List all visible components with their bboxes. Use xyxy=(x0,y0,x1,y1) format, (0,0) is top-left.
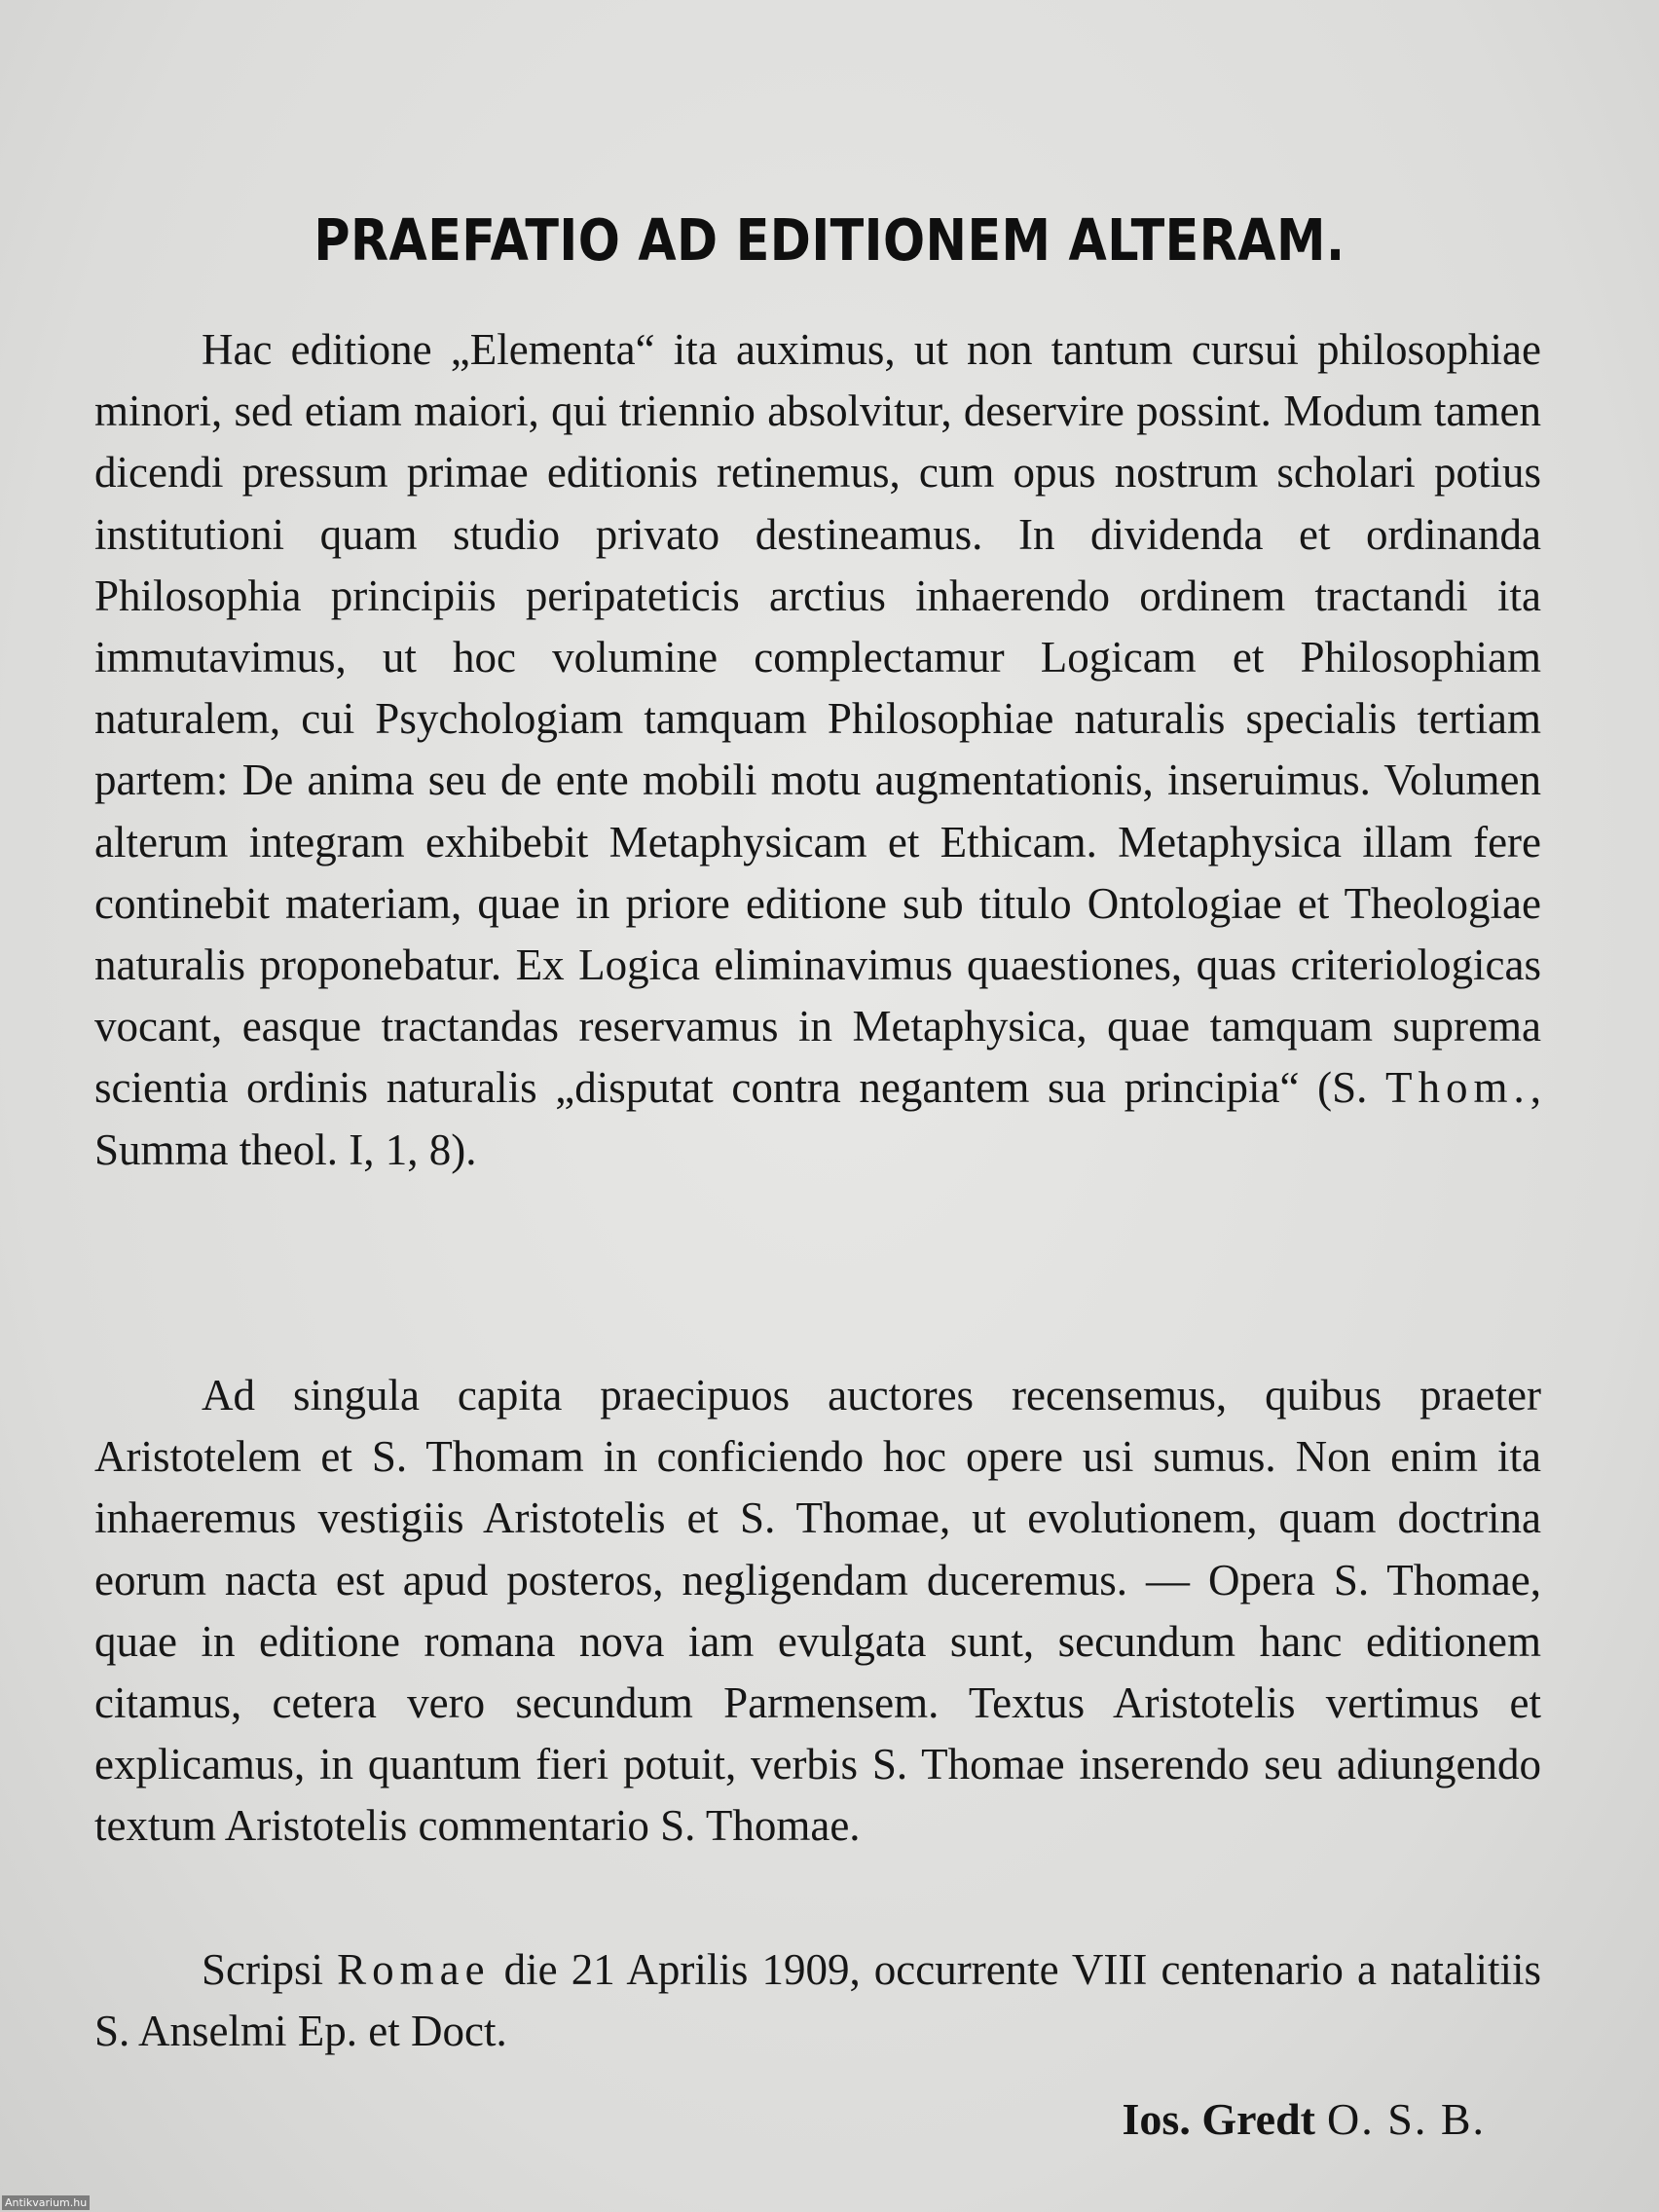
paragraph-2-text: Ad singula capita praecipuos auctores recensemus, quibus praeter Aristotelem et S. Thomam in conficiendo hoc opere usi sumus. Non enim ita inhaeremus vestigiis Aristotelis et S. Thomae, ut evolutionem, quam doctrina eorum nacta est apud posteros, negligendam duceremus. — Opera S. Thomae, quae in editione romana nova iam evulgata sunt, secundum hanc editionem citamus, cetera vero secundum Parmensem. Textus Aristotelis vertimus et explicamus, in quantum fieri potuit, verbis S. Thomae inserendo seu adiungendo textum Aristotelis commentario S. Thomae. xyxy=(94,1371,1541,1851)
paragraph-2 xyxy=(94,1365,1541,1858)
author-name: Ios. Gredt xyxy=(1122,2094,1316,2144)
author-signature xyxy=(1123,2093,1486,2145)
paragraph-3-tail: die 21 Aprilis 1909, occurrente VIII centenario a natalitiis S. Anselmi Ep. et Doct. xyxy=(94,1945,1541,2056)
paragraph-1 xyxy=(94,319,1541,1181)
paragraph-1-tail: , Summa theol. I, 1, 8). xyxy=(94,1063,1541,1174)
paragraph-3-text xyxy=(94,1939,1541,2062)
paragraph-3-main: Scripsi xyxy=(202,1945,324,1994)
paragraph-3-spaced: Romae xyxy=(337,1945,491,1994)
watermark-label: Antikvarium.hu xyxy=(2,2195,90,2210)
paragraph-3 xyxy=(94,1939,1541,2062)
paragraph-1-main: Hac editione „Elementa“ ita auximus, ut non tantum cursui philosophiae minori, sed etiam maiori, qui triennio absolvitur, deservire possint. Modum tamen dicendi pressum primae editionis retinemus, cum opus nostrum scholari potius institutioni quam studio privato destineamus. In dividenda et ordinanda Philosophia principiis peripateticis arctius inhaerendo ordinem tractandi ita immutavimus, ut hoc volumine complectamur Logicam et Philosophiam naturalem, cui Psychologiam tamquam Philosophiae naturalis specialis tertiam partem: De anima seu de ente mobili motu augmentationis, inseruimus. Volumen alterum integram exhibebit Metaphysicam et Ethicam. Metaphysica illam fere continebit materiam, quae in priore editione sub titulo Ontologiae et Theologiae naturalis proponebatur. Ex Logica eliminavimus quaestiones, quas criteriologicas vocant, easque tractandas reservamus in Metaphysica, quae tamquam suprema scientia ordinis naturalis „disputat contra negantem sua principia“ (S. xyxy=(94,325,1541,1113)
author-order: O. S. B. xyxy=(1327,2094,1486,2144)
page-title: PRAEFATIO AD EDITIONEM ALTERAM. xyxy=(313,206,1346,274)
paragraph-1-text xyxy=(94,319,1541,1181)
paragraph-1-spaced: Thom. xyxy=(1385,1063,1530,1113)
